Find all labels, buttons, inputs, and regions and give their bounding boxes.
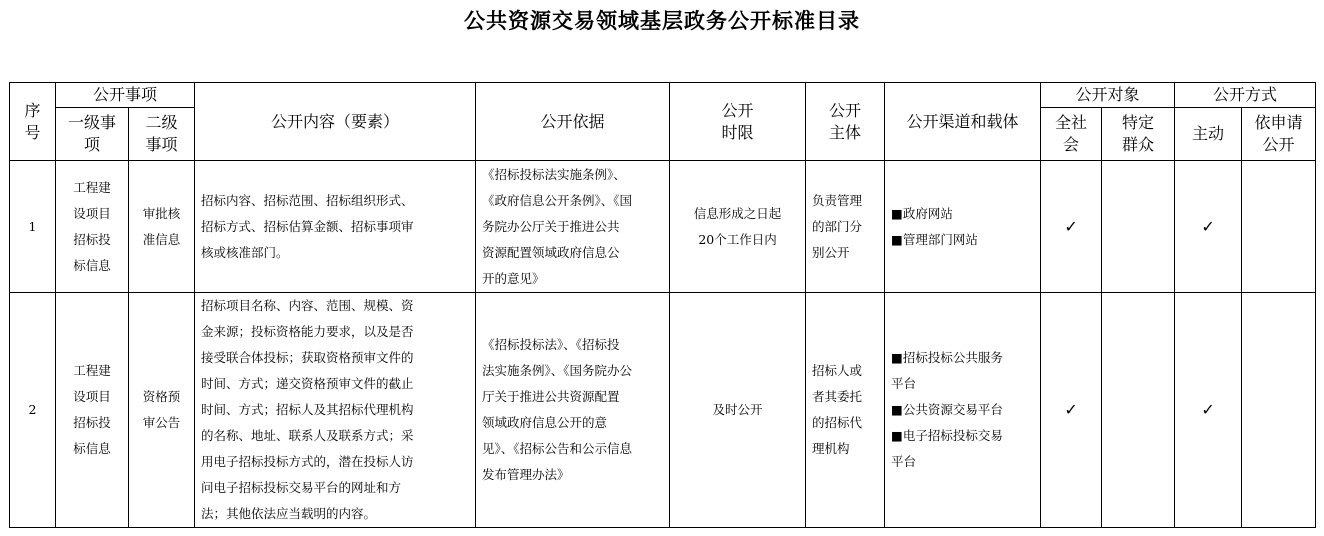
row-level2: 资格预 审公告: [129, 293, 195, 528]
row-method-active-check: ✓: [1175, 293, 1242, 528]
row-basis: 《招标投标法实施条例》、 《政府信息公开条例》、《国 务院办公厅关于推进公共 资源配置领域政府信息公 开的意见》: [476, 161, 670, 293]
row-level1: 工程建 设项目 招标投 标信息: [56, 161, 129, 293]
page-title: 公共资源交易领域基层政务公开标准目录: [464, 8, 860, 33]
row-seq: 2: [10, 293, 56, 528]
row-basis: 《招标投标法》、《招标投 法实施条例》、《国务院办公 厅关于推进公共资源配置 领域政府信息公开的意 见》、《招标公告和公示信息 发布管理办法》: [476, 293, 670, 528]
row-channel: ■招标投标公共服务 平台 ■公共资源交易平台 ■电子招标投标交易 平台: [885, 293, 1041, 528]
row-time-limit: 及时公开: [670, 293, 806, 528]
table-row: [10, 161, 1316, 293]
row-subject: 负责管理 的部门分 别公开: [806, 161, 885, 293]
row-time-limit: 信息形成之日起 20个工作日内: [670, 161, 806, 293]
row-method-active-check: ✓: [1175, 161, 1242, 293]
row-target-all-check: ✓: [1041, 161, 1102, 293]
header-time-limit: 公开 时限: [670, 83, 806, 161]
header-method-group: 公开方式: [1175, 83, 1316, 108]
row-target-specific-check: [1102, 293, 1175, 528]
row-method-request-check: [1242, 161, 1316, 293]
header-target-all: 全社 会: [1041, 108, 1102, 161]
header-channel: 公开渠道和载体: [885, 83, 1041, 161]
header-matter-group: 公开事项: [56, 83, 195, 108]
header-level2: 二级 事项: [129, 108, 195, 161]
header-target-specific: 特定 群众: [1102, 108, 1175, 161]
header-method-request: 依申请 公开: [1242, 108, 1316, 161]
row-target-specific-check: [1102, 161, 1175, 293]
header-row-1: [10, 83, 1316, 108]
row-content: 招标内容、招标范围、招标组织形式、 招标方式、招标估算金额、招标事项审 核或核准部门。: [195, 161, 476, 293]
row-seq: 1: [10, 161, 56, 293]
row-channel: ■政府网站 ■管理部门网站: [885, 161, 1041, 293]
row-subject: 招标人或 者其委托 的招标代 理机构: [806, 293, 885, 528]
row-level2: 审批核 准信息: [129, 161, 195, 293]
header-basis: 公开依据: [476, 83, 670, 161]
row-content: 招标项目名称、内容、范围、规模、资 金来源；投标资格能力要求，以及是否 接受联合体投标；获取资格预审文件的 时间、方式；递交资格预审文件的截止 时间、方式；招标人及其招标代理机构 的名称、地址、联系人及联系方式；采 用电子招标投标方式的，潜在投标人访 问电子招标投标交易平台的网址和方 法；其他依法应当载明的内容。: [195, 293, 476, 528]
row-level1: 工程建 设项目 招标投 标信息: [56, 293, 129, 528]
header-method-active: 主动: [1175, 108, 1242, 161]
catalog-table: [9, 82, 1316, 528]
row-method-request-check: [1242, 293, 1316, 528]
header-seq: 序 号: [10, 83, 56, 161]
header-target-group: 公开对象: [1041, 83, 1175, 108]
header-level1: 一级事 项: [56, 108, 129, 161]
header-content: 公开内容（要素）: [195, 83, 476, 161]
row-target-all-check: ✓: [1041, 293, 1102, 528]
header-subject: 公开 主体: [806, 83, 885, 161]
table-row: [10, 293, 1316, 528]
